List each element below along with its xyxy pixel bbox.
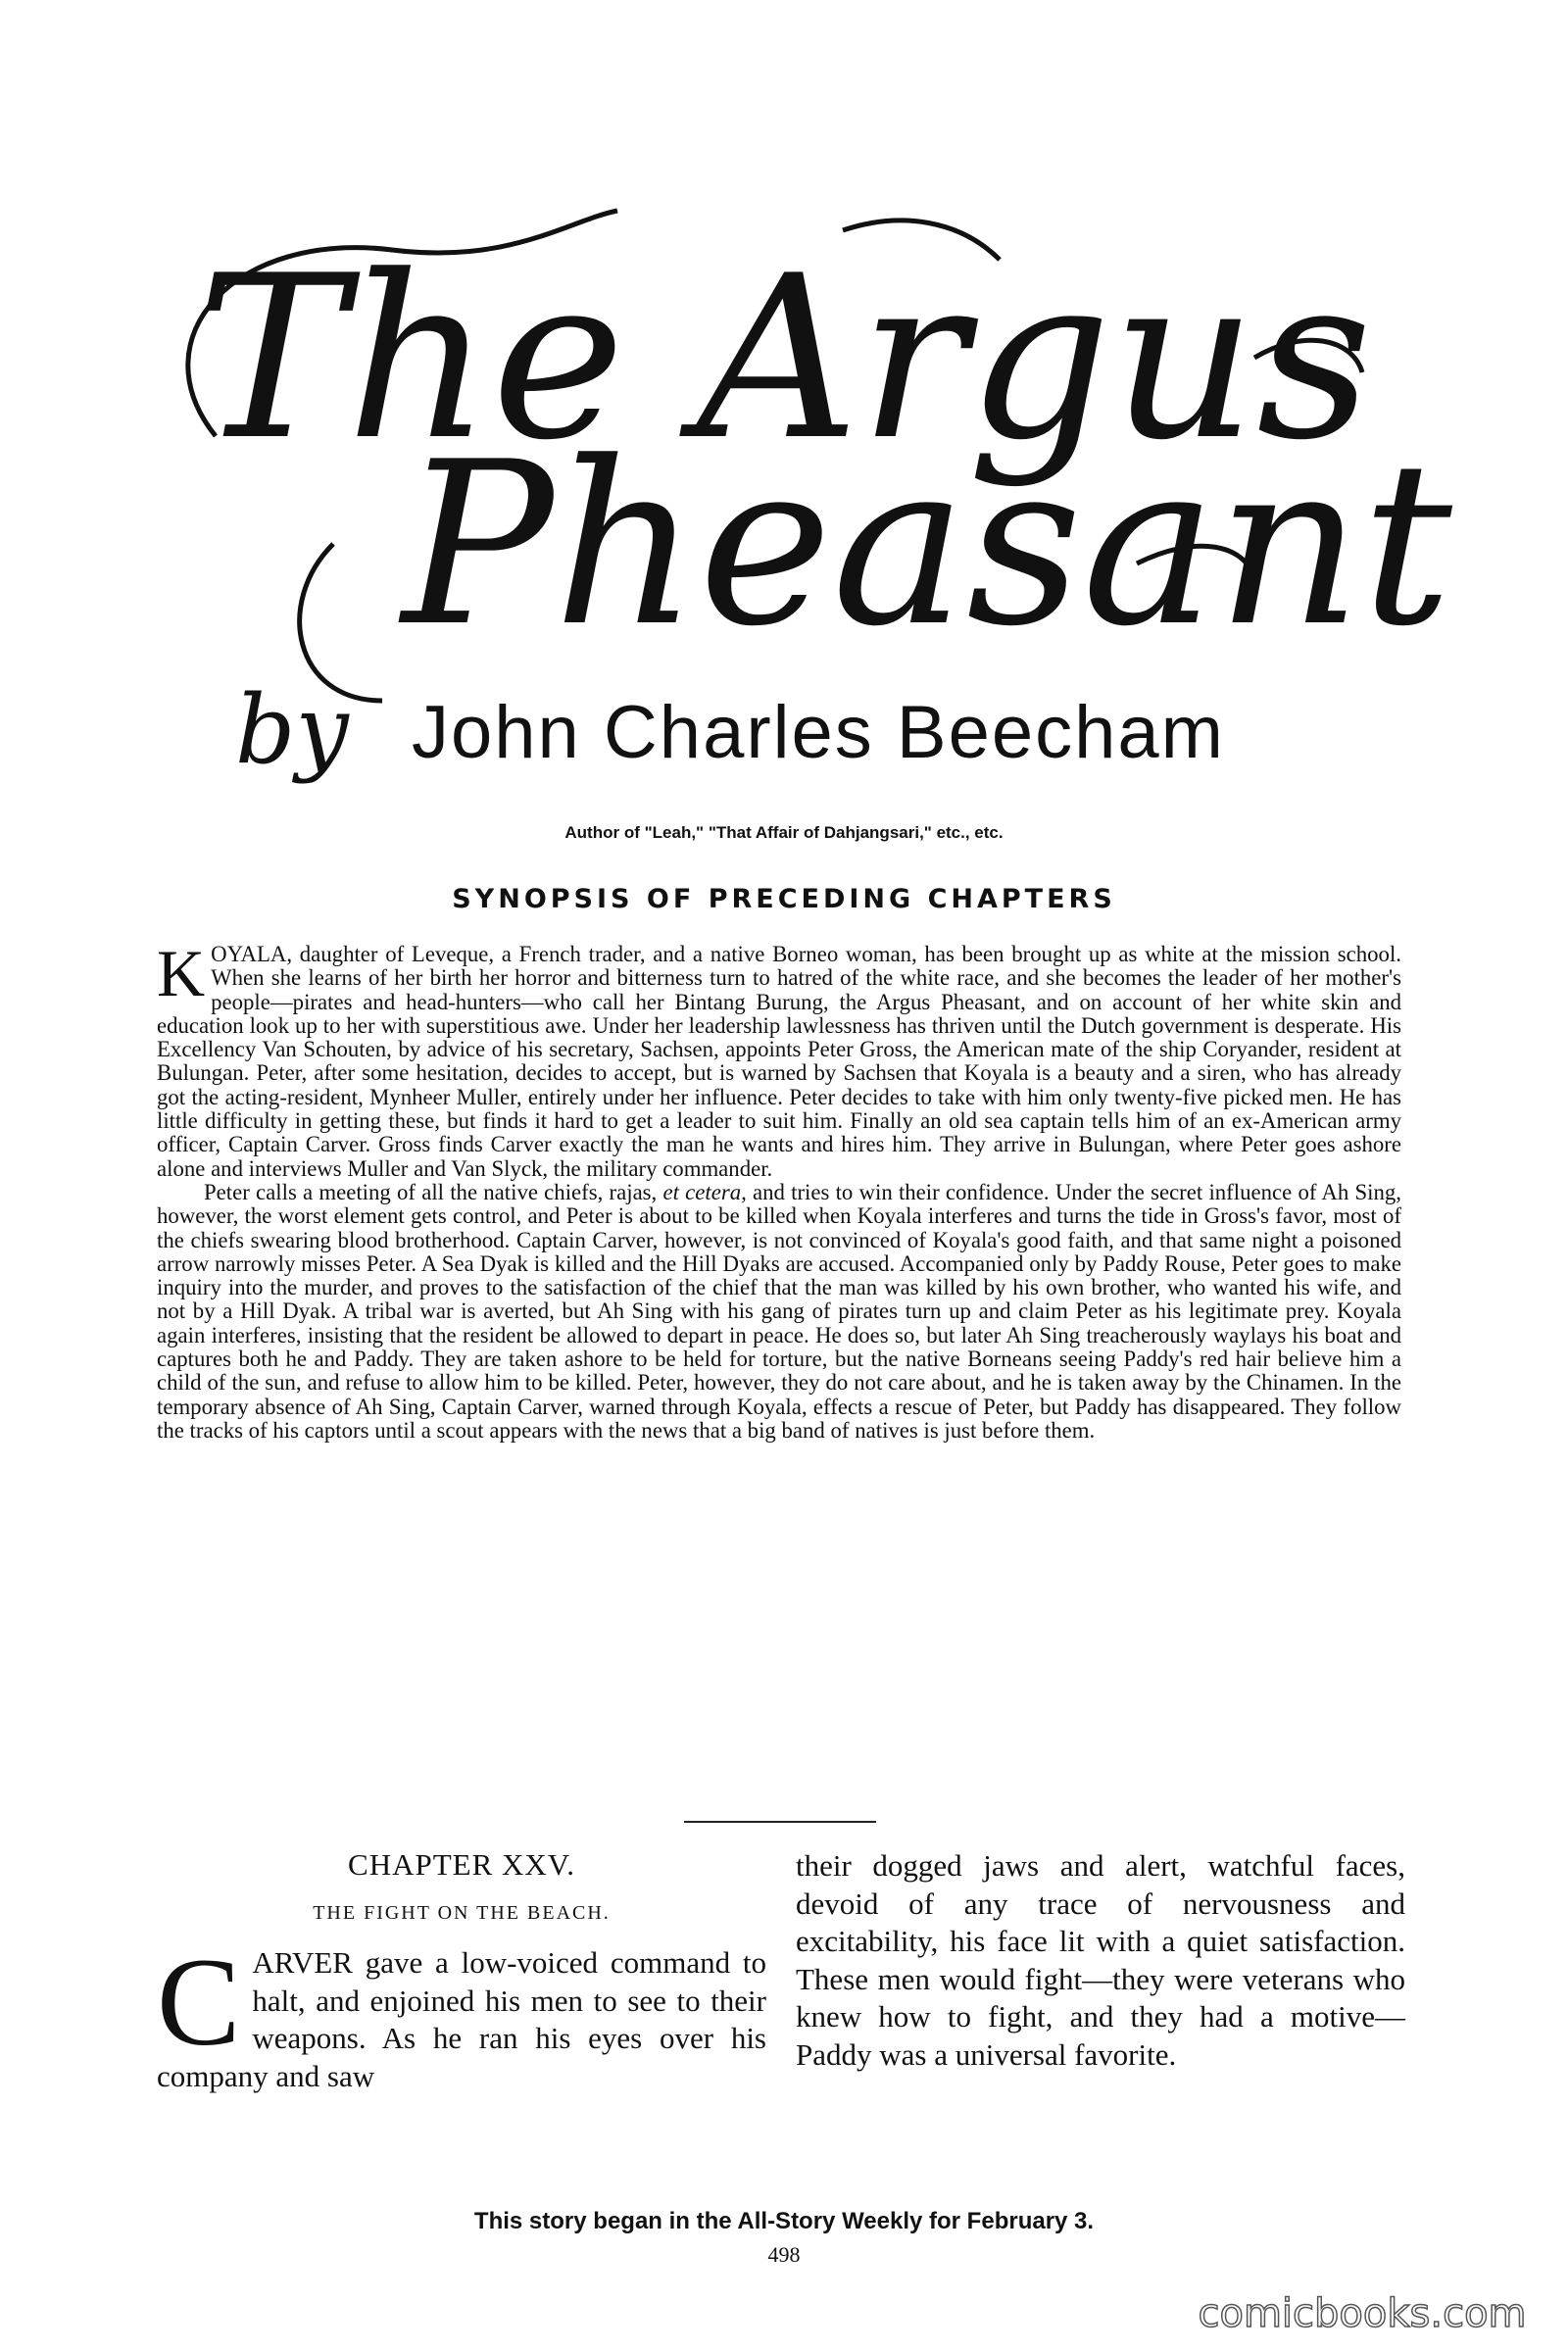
synopsis-paragraph-text: Peter calls a meeting of all the native chiefs, rajas, bbox=[204, 1179, 663, 1204]
page-number: 498 bbox=[767, 2242, 801, 2267]
title-line-2: Pheasant bbox=[402, 415, 1452, 676]
author-credits: Author of "Leah," "That Affair of Dahjangsari," etc., etc. bbox=[564, 823, 1004, 842]
synopsis-paragraph-text: OYALA, daughter of Leveque, a French trader, and a native Borneo woman, has been brought up as white at the mission school. When she learns of her birth her horror and bitterness turn to hatred of the white race, and she becomes the leader of her mother's people—pirates and head-hunters—who call her Bintang Burung, the Argus Pheasant, and on account of her white skin and education look up to her with superstitious awe. Under her leadership lawlessness has thriven until the Dutch government is desperate. His Excellency Van Schouten, by advice of his secretary, Sachsen, appoints Peter Gross, the American mate of the ship Coryander, resident at Bulungan. Peter, after some hesitation, decides to accept, but is warned by Sachsen that Koyala is a beauty and a siren, who has already got the acting-resident, Mynheer Muller, entirely under her influence. Peter decides to take with him only twenty-five picked men. He has little difficulty in getting these, but finds it hard to get a leader to suit him. Finally an old sea captain tells him of an ex-American army officer, Captain Carver. Gross finds Carver exactly the man he wants and hires him. They arrive in Bulungan, where Peter goes ashore alone and interviews Muller and Van Slyck, the military commander. bbox=[157, 942, 1401, 1181]
chapter-text-left: ARVER gave a low-voiced command to halt, and enjoined his men to see to their weapons. As he ran his eyes over his company and saw bbox=[157, 1945, 766, 2093]
section-divider bbox=[684, 1821, 876, 1823]
chapter-column-left bbox=[157, 1847, 766, 2095]
chapter-drop-cap: C bbox=[157, 1933, 241, 2072]
watermark-text: comicbooks.com bbox=[1198, 2291, 1527, 2336]
chapter-heading: CHAPTER XXV. bbox=[348, 1847, 575, 1882]
author-name: John Charles Beecham bbox=[412, 691, 1225, 774]
title-line-1: The Argus bbox=[196, 228, 1373, 490]
byline-by: by bbox=[235, 675, 349, 785]
byline bbox=[235, 676, 1313, 794]
synopsis-body bbox=[157, 936, 1401, 1443]
chapter-column-right bbox=[796, 1847, 1405, 2074]
synopsis-heading: SYNOPSIS OF PRECEDING CHAPTERS bbox=[452, 884, 1116, 914]
synopsis-paragraph bbox=[157, 1181, 1401, 1443]
chapter-text-right: their dogged jaws and alert, watchful faces, devoid of any trace of nervousness and excitability, his face lit with a quiet satisfaction. These men would fight—they were veterans who knew how to fight, and they had a motive—Paddy was a universal favorite. bbox=[796, 1848, 1405, 2072]
watermark-logo bbox=[1166, 2283, 1558, 2342]
chapter-opening-paragraph bbox=[157, 1933, 766, 2095]
synopsis-paragraph-text: and tries to win their confidence. Under the secret influence of Ah Sing, however, the worst element gets control, and Peter is about to be killed when Koyala interferes and turns the tide in Gross's favor, most of the chiefs swearing blood brotherhood. Captain Carver, however, is not convinced of Koyala's good faith, and that same night a poisoned arrow narrowly misses Peter. A Sea Dyak is killed and the Hill Dyaks are accused. Accompanied only by Paddy Rouse, Peter goes to make inquiry into the murder, and proves to the satisfaction of the chief that the man was killed by his own brother, who wanted his wife, and not by a Hill Dyak. A tribal war is averted, but Ah Sing with his gang of pirates turn up and claim Peter as his legitimate prey. Koyala again interferes, insisting that the resident be allowed to depart in peace. He does so, but later Ah Sing treacherously waylays his boat and captures both he and Paddy. They are taken ashore to be held for torture, but the native Borneans seeing Paddy's red hair believe him a child of the sun, and refuse to allow him to be killed. Peter, however, they do not care about, and he is taken away by the Chinamen. In the temporary absence of Ah Sing, Captain Carver, warned through Koyala, effects a rescue of Peter, but Paddy has disappeared. They follow the tracks of his captors until a scout appears with the news that a big band of natives is just before them. bbox=[157, 1179, 1401, 1443]
chapter-subheading: THE FIGHT ON THE BEACH. bbox=[313, 1902, 611, 1924]
synopsis-drop-cap: K bbox=[157, 936, 206, 1010]
synopsis-italic-phrase: et cetera, bbox=[662, 1179, 747, 1204]
story-began-note: This story began in the All-Story Weekly for February 3. bbox=[473, 2208, 1095, 2234]
synopsis-paragraph bbox=[157, 936, 1401, 1181]
